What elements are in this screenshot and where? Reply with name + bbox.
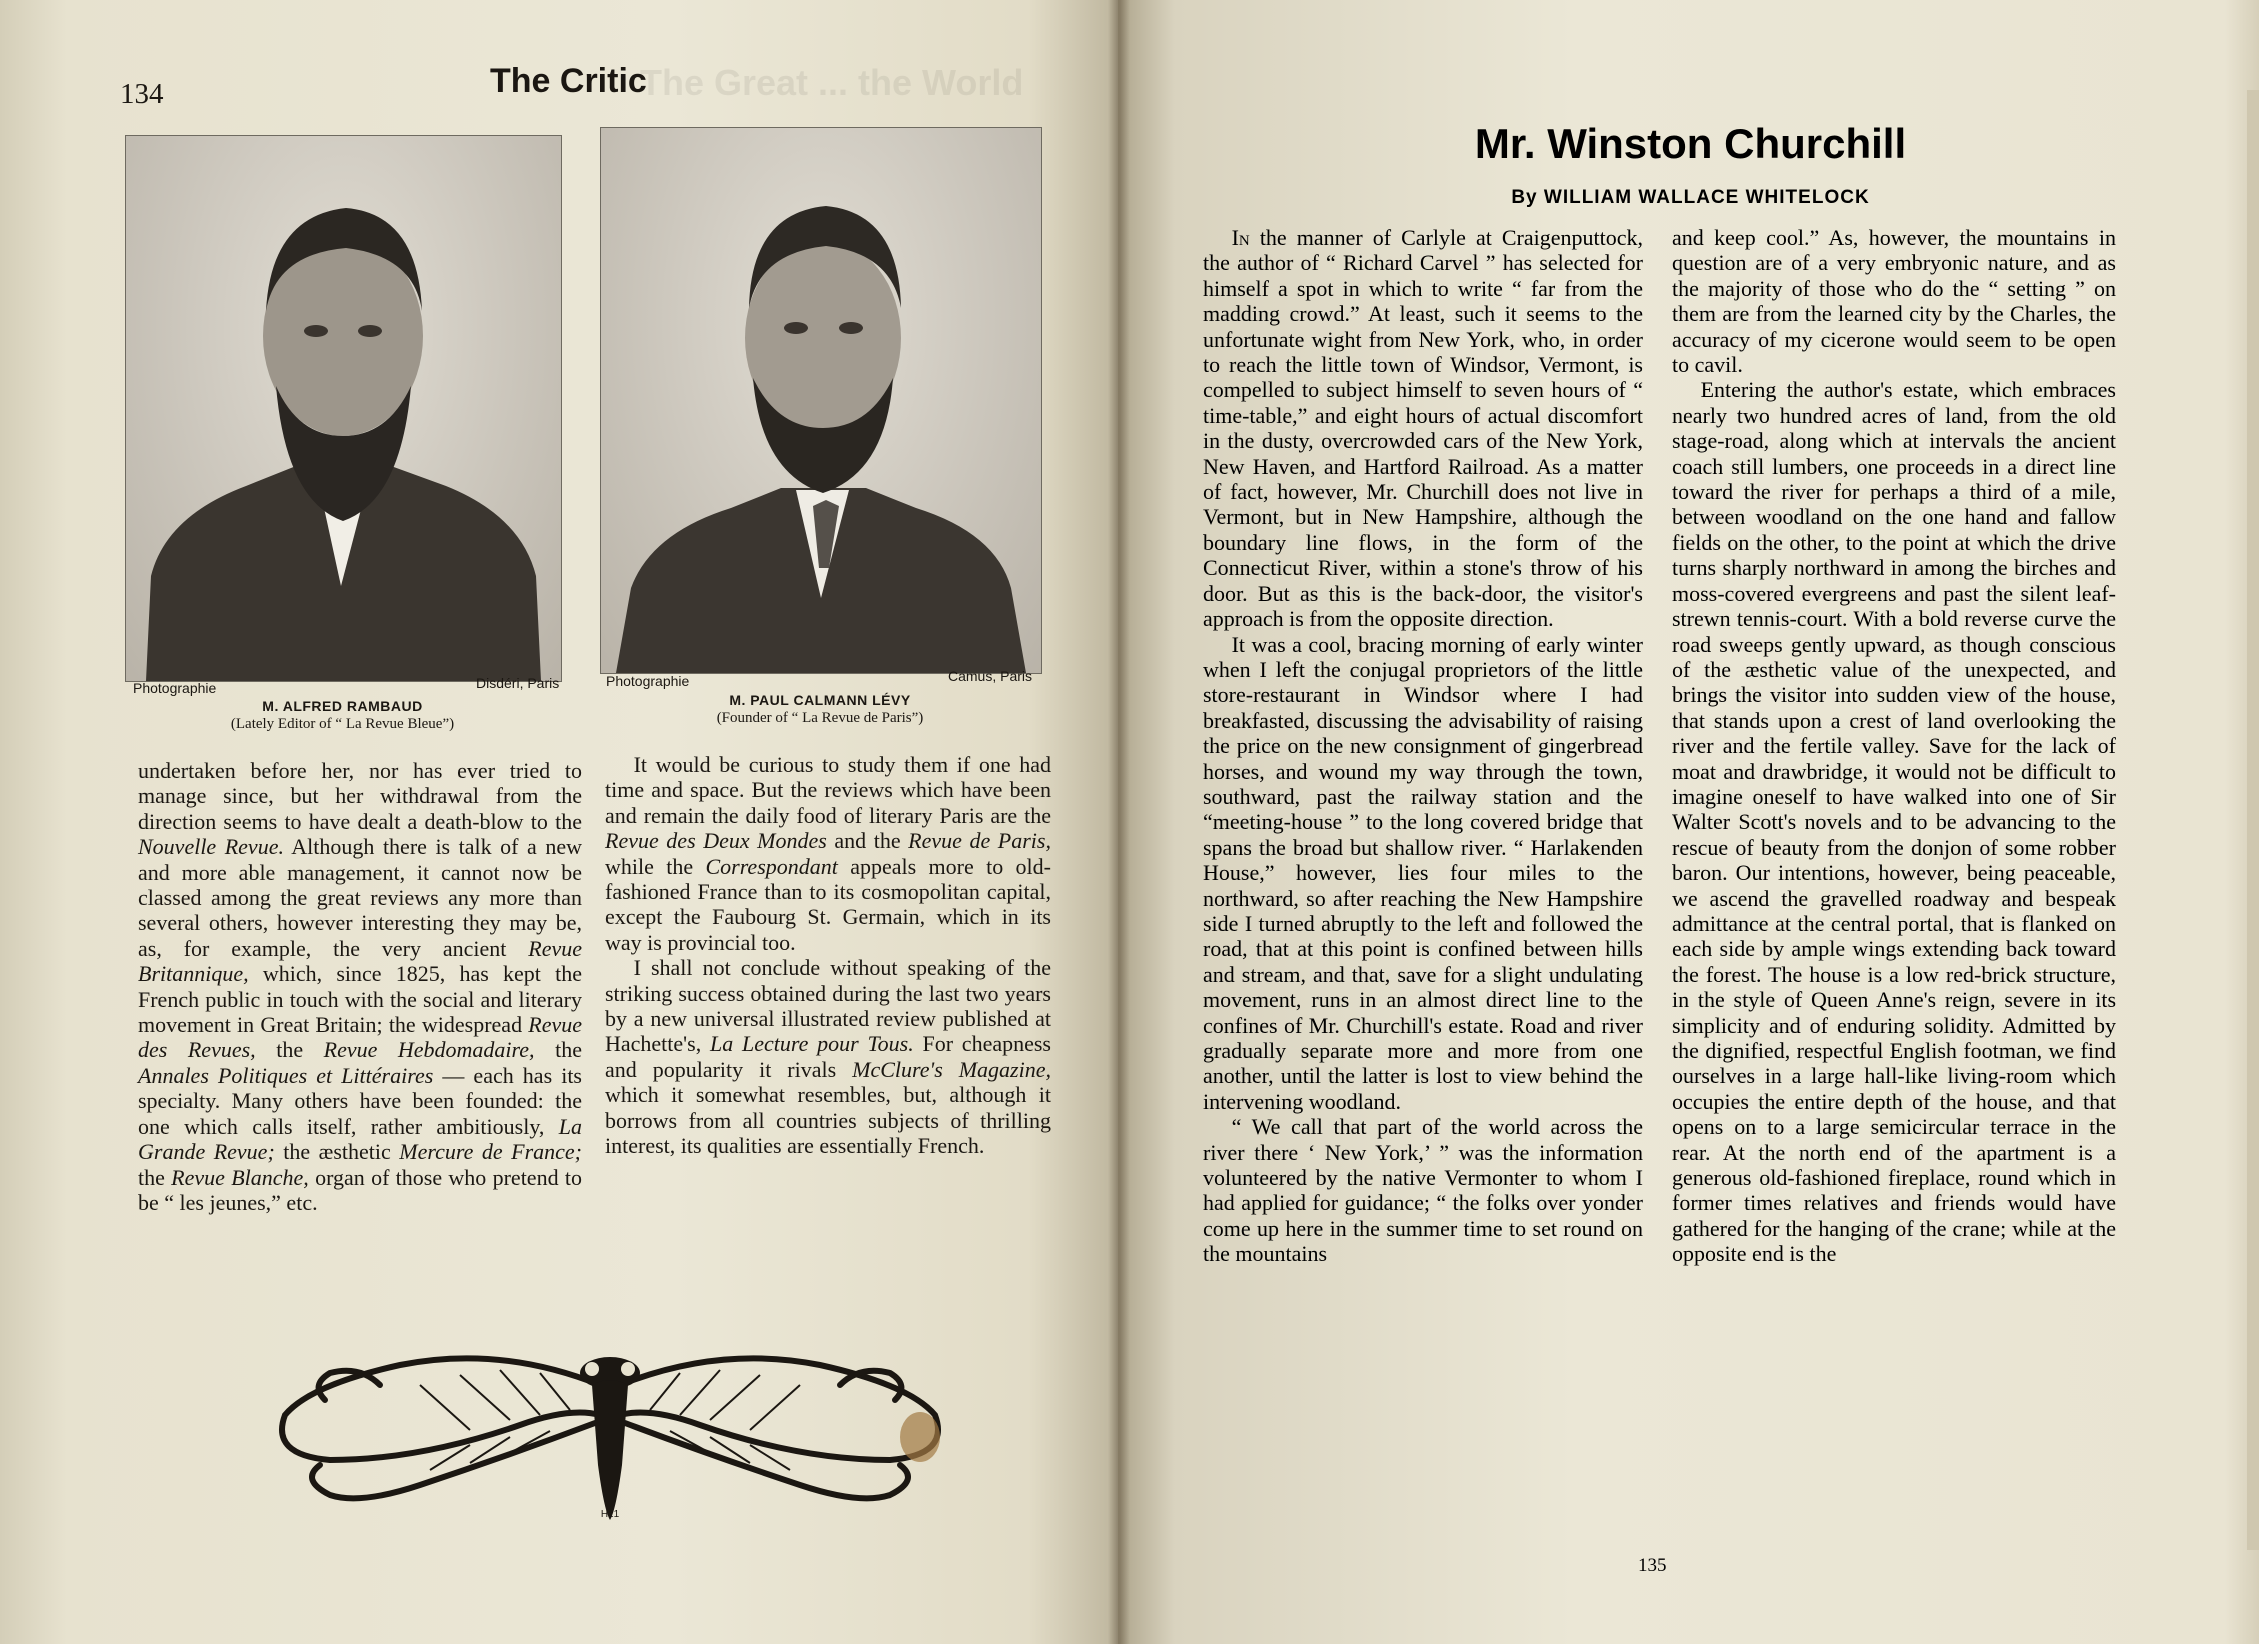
paragraph: and keep cool.” As, however, the mountains in question are of a very embryonic nature, and as the majority of those who do the “ setting ” on them are from the learned city by the Charles, the accuracy of my cicerone would seem to be open to cavil.	[1672, 225, 2116, 378]
ornament-mark: H21	[600, 1509, 620, 1520]
paragraph: It was a cool, bracing morning of early winter when I left the conjugal proprietors of the little store-restaurant in Windsor where I had breakfasted, discussing the advisability of raising the price on the new consignment of gingerbread horses, and wound my way through the town, southward, past the railway station and the “meeting-house ” to the long covered bridge that spans the broad but shallow river. “ Harlakenden House,” however, lies four miles to the northward, so after reaching the New Hampshire side I turned abruptly to the left and followed the road, that at this point is confined between hills and stream, and that, save for a slight undulating movement, runs in an almost direct line to the confines of Mr. Churchill's estate. Road and river gradually separate more and more from one another, until the latter is lost to view behind the intervening woodland.	[1203, 631, 1643, 1114]
running-title: The Critic	[490, 62, 647, 100]
paragraph: It would be curious to study them if one had time and space. But the reviews which have been and remain the daily food of literary Paris are the Revue des Deux Mondes and the Revue de Paris, while the Correspondant appeals more to old-fashioned France than to its cosmopolitan capital, except the Faubourg St. Germain, which in its way is provincial too.	[605, 752, 1051, 955]
paragraph: Entering the author's estate, which embraces nearly two hundred acres of land, from the old stage-road, along which at intervals the ancient coach still lumbers, one proceeds in a direct line toward the river for perhaps a third of a mile, between woodland on the one hand and fallow fields on the other, to the point at which the drive turns sharply northward in among the birches and moss-covered evergreens and past the silent leaf-strewn tennis-court. With a bold reverse curve the road sweeps gently upward, as though conscious of the æsthetic value of the unexpected, and brings the visitor into sudden view of the house, that stands upon a crest of land overlooking the river and the fertile valley. Save for the lack of moat and drawbridge, it would not be difficult to imagine oneself to have walked into one of Sir Walter Scott's novels and to be advancing to the rescue of beauty from the donjon of some robber baron. Our intentions, however, being peaceable, we ascend the gravelled roadway and bespeak admittance at the central portal, that is flanked on each side by ample wings extending back toward the forest. The house is a low red-brick structure, in the style of Queen Anne's reign, severe in its simplicity and of enduring solidity. Admitted by the dignified, respectful English footman, we find ourselves in a large hall-like living-room which occupies the entire depth of the house, and that opens on to a large semicircular terrace in the rear. At the north end of the apartment is a generous old-fashioned fireplace, round which in former times relatives and friends would have gathered for the hanging of the crane; while at the opposite end is the	[1672, 377, 2116, 1267]
opening-word: In	[1231, 225, 1250, 250]
caption-name: M. PAUL CALMANN LÉVY	[729, 692, 911, 708]
photo-credit-left-2: Photographie	[606, 673, 690, 689]
portrait-figure	[601, 128, 1041, 673]
article-byline: By WILLIAM WALLACE WHITELOCK	[1511, 187, 1870, 208]
page-number-right: 135	[1638, 1555, 1667, 1576]
caption-name: M. ALFRED RAMBAUD	[262, 698, 423, 714]
article-title: Mr. Winston Churchill	[1474, 120, 1907, 167]
photo-caption-rambaud	[125, 698, 560, 733]
portrait-photo-levy	[600, 127, 1042, 674]
paragraph: “ We call that part of the world across the river there ‘ New York,’ ” was the information volunteered by the native Vermonter to whom I had applied for guidance; “ the folks over yonder come up here in the summer time to set round on the mountains	[1203, 1114, 1643, 1267]
paragraph: In the manner of Carlyle at Craigenputtock, the author of “ Richard Carvel ” has selected for himself a spot in which to write “ far from the madding crowd.” At least, such it seems to the unfortunate wight from New York, who, in order to reach the little town of Windsor, Vermont, is compelled to subject himself to seven hours of “ time-table,” and eight hours of actual discomfort in the dusty, overcrowded cars of the New York, New Haven, and Hartford Railroad. As a matter of fact, however, Mr. Churchill does not live in Vermont, but in New Hampshire, although the boundary line flows, in the form of the Connecticut River, within a stone's throw of his door. But as this is the back-door, the visitor's approach is from the opposite direction.	[1203, 225, 1643, 632]
photo-caption-levy	[600, 692, 1040, 727]
photo-credit-right-1: Disdéri, Paris	[476, 675, 560, 691]
photo-credit-left-1: Photographie	[133, 680, 217, 696]
show-through-text: The Great ... the World	[640, 62, 1024, 103]
right-column-2	[1672, 225, 2116, 1267]
left-page	[0, 0, 1118, 1644]
paragraph: undertaken before her, nor has ever tried to manage since, but her withdrawal from the direction seems to have dealt a death-blow to the Nouvelle Revue. Although there is talk of a new and more able management, it cannot now be classed among the great reviews any more than several others, however interesting they may be, as, for example, the very ancient Revue Britannique, which, since 1825, has kept the French public in touch with the social and literary movement in Great Britain; the widespread Revue des Revues, the Revue Hebdomadaire, the Annales Politiques et Littéraires — each has its specialty. Many others have been founded: the one which calls itself, rather ambitiously, La Grande Revue; the æsthetic Mercure de France; the Revue Blanche, organ of those who pretend to be “ les jeunes,” etc.	[138, 758, 582, 1215]
right-column-1	[1203, 225, 1643, 1267]
page-edge	[2247, 90, 2259, 1550]
portrait-photo-rambaud	[125, 135, 562, 682]
book-gutter	[1108, 0, 1130, 1644]
photo-credit-right-2: Camus, Paris	[948, 668, 1033, 684]
left-column-2	[605, 752, 1051, 1159]
dragonfly-ornament-icon	[270, 1345, 950, 1525]
left-column-1	[138, 758, 582, 1215]
paragraph: I shall not conclude without speaking of the striking success obtained during the last two years by a new universal illustrated review published at Hachette's, La Lecture pour Tous. For cheapness and popularity it rivals McClure's Magazine, which it somewhat resembles, but, although it borrows from all countries subjects of thrilling interest, its qualities are essentially French.	[605, 955, 1051, 1159]
caption-role: (Founder of “ La Revue de Paris”)	[716, 710, 924, 726]
portrait-figure	[126, 136, 561, 681]
caption-role: (Lately Editor of “ La Revue Bleue”)	[230, 716, 455, 732]
page-number-left: 134	[120, 78, 164, 110]
